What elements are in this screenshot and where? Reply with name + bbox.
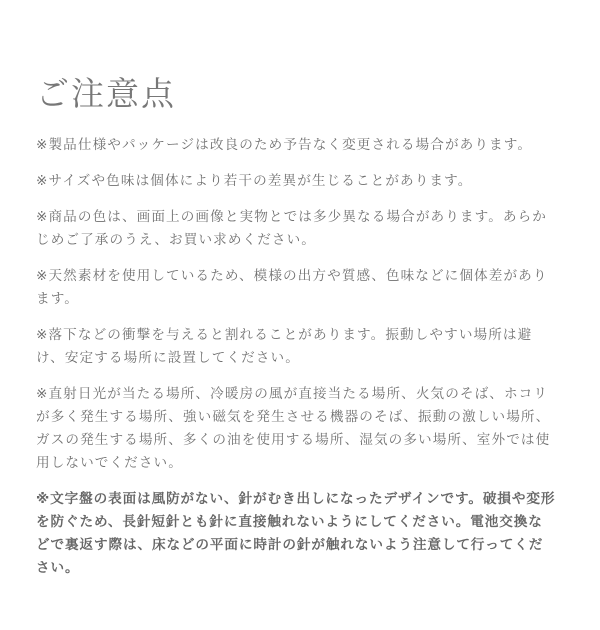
note-dial-warning: ※文字盤の表面は風防がない、針がむき出しになったデザインです。破損や変形を防ぐため、長針短針とも針に直接触れないようにしてください。電池交換などで裏返す際は、床などの平面に時計の針が触れないよう注意して行ってください。 <box>36 491 556 576</box>
note-size-color: ※サイズや色味は個体により若干の差異が生じることがあります。 <box>36 173 473 189</box>
note-screen-color: ※商品の色は、画面上の画像と実物とでは多少異なる場合があります。あらかじめご了承のうえ、お買い求めください。 <box>36 209 547 248</box>
note-drop-impact: ※落下などの衝撃を与えると割れることがあります。振動しやすい場所は避け、安定する場所に設置してください。 <box>36 327 533 366</box>
note-natural-material: ※天然素材を使用しているため、模様の出方や質感、色味などに個体差があります。 <box>36 268 548 307</box>
page-title: ご注意点 <box>36 74 176 113</box>
note-usage-location: ※直射日光が当たる場所、冷暖房の風が直接当たる場所、火気のそば、ホコリが多く発生する場所、強い磁気を発生させる機器のそば、振動の激しい場所、ガスの発生する場所、多くの油を使用する場所、湿気の多い場所、室外では使用しないでください。 <box>36 386 551 471</box>
notes-page <box>36 72 556 593</box>
note-spec-change: ※製品仕様やパッケージは改良のため予告なく変更される場合があります。 <box>36 137 533 153</box>
